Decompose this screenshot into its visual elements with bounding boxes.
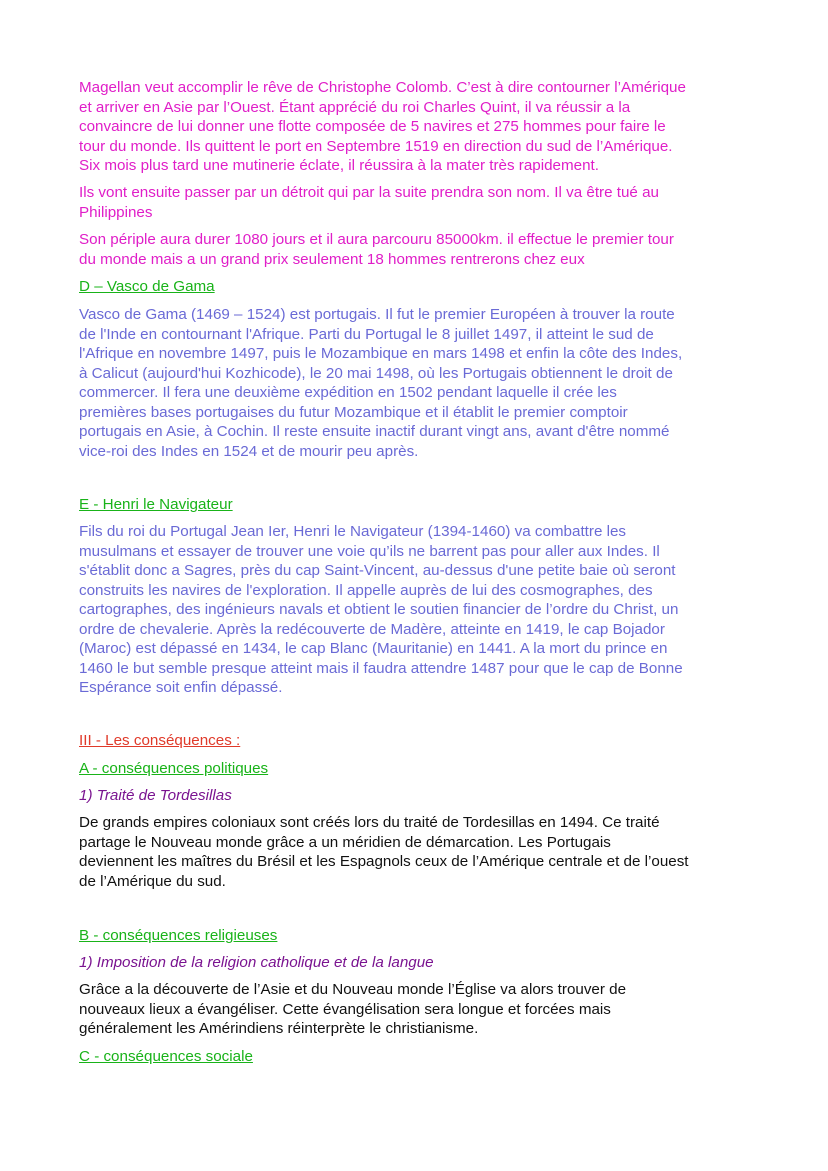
text-line: et arriver en Asie par l’Ouest. Étant apprécié du roi Charles Quint, il va réussir a la — [79, 98, 631, 116]
text-line: 1460 le but semble presque atteint mais il faudra attendre 1487 pour que le cap de Bonne — [79, 659, 683, 677]
text-line: de l'Inde en contournant l'Afrique. Parti du Portugal le 8 juillet 1497, il atteint le sud de — [79, 325, 654, 343]
subheading-imposition-religion: 1) Imposition de la religion catholique et de la langue — [79, 954, 434, 971]
heading-consequences-politiques: A - conséquences politiques — [79, 760, 269, 777]
heading-vasco-de-gama: D – Vasco de Gama — [79, 278, 215, 295]
text-line: Espérance soit enfin dépassé. — [79, 679, 283, 696]
text-line: partage le Nouveau monde grâce a un méridien de démarcation. Les Portugais — [79, 833, 611, 851]
text-line: Son périple aura durer 1080 jours et il aura parcouru 85000km. il effectue le premier tour — [79, 231, 674, 248]
religieuses-paragraph — [79, 980, 759, 1039]
text-line: s'établit donc a Sagres, près du cap Saint-Vincent, au-dessus d'une petite baie où seront — [79, 562, 676, 579]
text-line: portugais en Asie, à Cochin. Il reste ensuite inactif durant vingt ans, avant d'être nommé — [79, 423, 670, 440]
text-line: ordre de chevalerie. Après la redécouverte de Madère, atteinte en 1419, le cap Bojador — [79, 620, 665, 638]
text-line: commercer. Il fera une deuxième expédition en 1502 pendant laquelle il crée les — [79, 384, 617, 401]
text-line: convaincre de lui donner une flotte composée de 5 navires et 275 hommes pour faire le — [79, 118, 666, 135]
text-line: Grâce a la découverte de l’Asie et du Nouveau monde l’Église va alors trouver de — [79, 981, 627, 998]
text-line: (Maroc) est dépassé en 1434, le cap Blanc (Mauritanie) en 1441. A la mort du prince en — [79, 640, 668, 657]
henri-paragraph — [79, 522, 759, 698]
text-line: nouveaux lieux a évangéliser. Cette évangélisation sera longue et forcées mais — [79, 1000, 611, 1018]
heading-les-consequences: III - Les conséquences : — [79, 732, 241, 749]
text-line: musulmans et essayer de trouver une voie qu’ils ne barrent pas pour aller aux Indes. Il — [79, 542, 660, 560]
text-line: Six mois plus tard une mutinerie éclate, il réussira à la mater très rapidement. — [79, 157, 599, 174]
text-line: construits les navires de l'exploration. Il appelle auprès de lui des cosmographes, des — [79, 581, 653, 599]
magellan-paragraph-2 — [79, 183, 759, 222]
text-line: deviennent les maîtres du Brésil et les Espagnols ceux de l’Amérique centrale et de l’ouest — [79, 853, 689, 870]
text-line: Fils du roi du Portugal Jean Ier, Henri le Navigateur (1394-1460) va combattre les — [79, 523, 627, 540]
text-line: du monde mais a un grand prix seulement 18 hommes rentrerons chez eux — [79, 250, 585, 268]
text-line: à Calicut (aujourd'hui Kozhicode), le 20 mai 1498, où les Portugais obtiennent le droit de — [79, 364, 673, 382]
heading-consequences-sociale: C - conséquences sociale — [79, 1048, 253, 1065]
text-line: Magellan veut accomplir le rêve de Christophe Colomb. C’est à dire contourner l’Amérique — [79, 79, 686, 96]
heading-consequences-religieuses: B - conséquences religieuses — [79, 927, 278, 944]
text-line: cartographes, des ingénieurs navals et obtient le soutien financier de l’ordre du Christ, un — [79, 601, 679, 618]
magellan-paragraph-3 — [79, 230, 759, 269]
text-line: de l’Amérique du sud. — [79, 872, 226, 890]
text-line: Philippines — [79, 203, 153, 221]
heading-henri-le-navigateur: E - Henri le Navigateur — [79, 496, 233, 513]
text-line: vice-roi des Indes en 1524 et de mourir peu après. — [79, 442, 419, 460]
text-line: Vasco de Gama (1469 – 1524) est portugais. Il fut le premier Européen à trouver la route — [79, 306, 675, 323]
magellan-paragraph-1 — [79, 78, 759, 176]
text-line: l'Afrique en novembre 1497, puis le Mozambique en mars 1498 et enfin la côte des Indes, — [79, 345, 683, 362]
text-line: tour du monde. Ils quittent le port en Septembre 1519 en direction du sud de l’Amérique. — [79, 137, 673, 155]
text-line: premières bases portugaises du futur Mozambique et il établit le premier comptoir — [79, 403, 628, 421]
gama-paragraph — [79, 305, 759, 461]
politiques-paragraph — [79, 813, 759, 891]
text-line: généralement les Amérindiens réinterprète le christianisme. — [79, 1020, 479, 1037]
text-line: De grands empires coloniaux sont créés lors du traité de Tordesillas en 1494. Ce traité — [79, 814, 660, 831]
subheading-traite-de-tordesillas: 1) Traité de Tordesillas — [79, 787, 232, 804]
text-line: Ils vont ensuite passer par un détroit qui par la suite prendra son nom. Il va être tué au — [79, 184, 659, 201]
